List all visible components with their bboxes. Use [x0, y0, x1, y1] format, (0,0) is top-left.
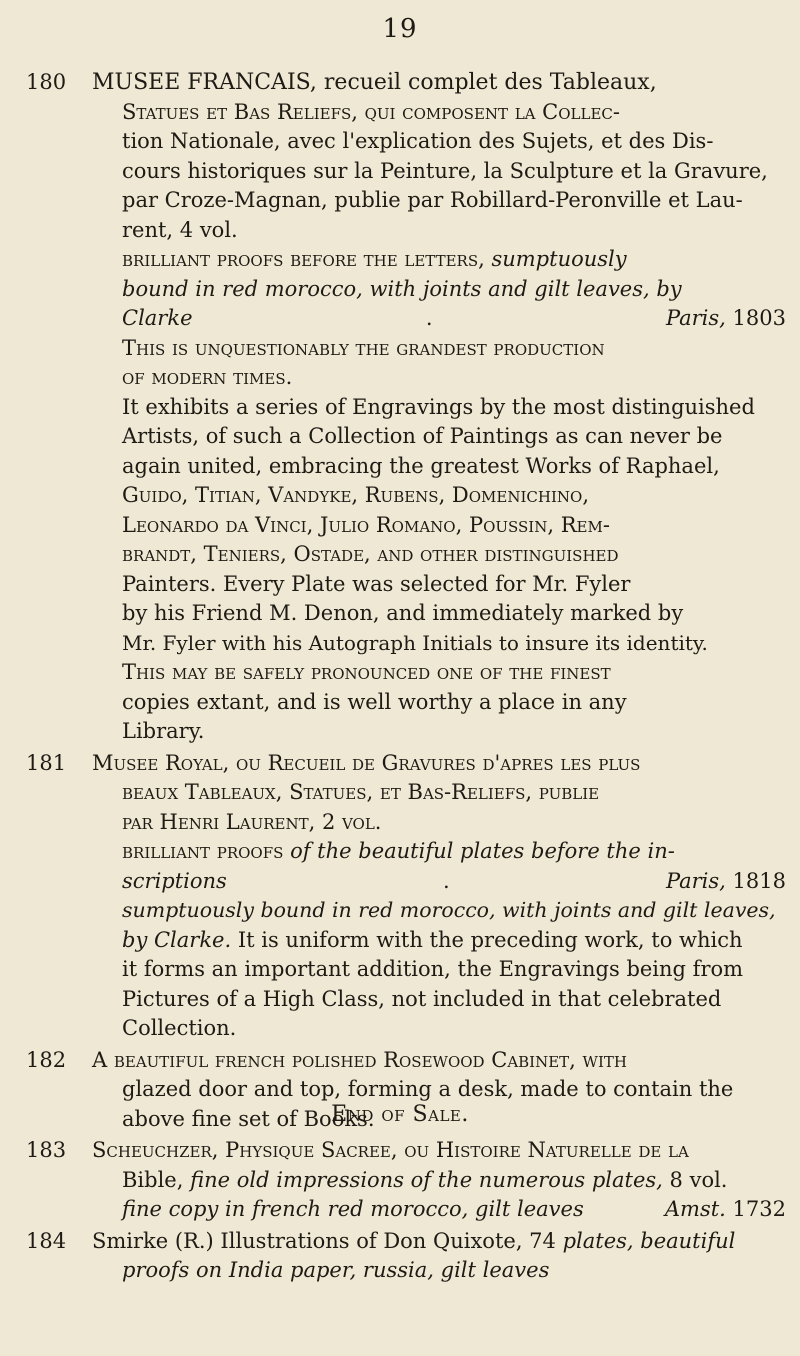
- proofs-description: scriptions: [122, 868, 227, 893]
- description-line: Pictures of a High Class, not included in that celebrated: [122, 986, 722, 1011]
- lot-number: 184: [26, 1228, 67, 1253]
- year: 1803: [732, 306, 786, 330]
- lot-text-line: par Croze-Magnan, publie par Robillard-Peronville et Lau-: [122, 188, 743, 212]
- description-line: Mr. Fyler with his Autograph Initials to insure its identity.: [122, 630, 708, 655]
- binder: Clarke: [122, 306, 193, 330]
- lot-number: 180: [26, 70, 67, 94]
- binding-text: sumptuously: [491, 247, 627, 271]
- lot-text-line: cours historiques sur la Peinture, la Sculpture et la Gravure,: [122, 158, 768, 183]
- lot-text-line: glazed door and top, forming a desk, made to contain the: [122, 1077, 734, 1101]
- proofs-label: brilliant proofs before the letters,: [122, 247, 485, 271]
- separator-dot: .: [443, 868, 450, 893]
- note-line: This is unquestionably the grandest production: [122, 335, 605, 360]
- lot-text-line: par Henri Laurent, 2 vol.: [122, 809, 382, 834]
- description-line: It exhibits a series of Engravings by the most distinguished: [122, 394, 755, 419]
- lot-title-line: Musee Royal, ou Recueil de Gravures d'apres les plus: [92, 750, 641, 775]
- lot-text-line: tion Nationale, avec l'explication des Sujets, et des Dis-: [122, 129, 714, 153]
- binding-text: fine copy in french red morocco, gilt leaves: [122, 1197, 584, 1221]
- lot-number: 181: [26, 750, 67, 775]
- description-line: Guido, Titian, Vandyke, Rubens, Domenichino,: [122, 483, 589, 507]
- imprint: [666, 304, 786, 334]
- lot-184: [26, 1227, 786, 1286]
- lot-text-line: above fine set of Books.: [122, 1106, 375, 1131]
- lot-text-line: rent, 4 vol.: [122, 217, 238, 242]
- place: Amst.: [664, 1197, 726, 1221]
- end-of-sale: End of Sale.: [331, 1102, 469, 1127]
- lot-number: 183: [26, 1138, 67, 1162]
- imprint-line: [122, 304, 786, 334]
- lot-183: [26, 1136, 786, 1225]
- year: 1818: [732, 868, 786, 893]
- imprint-line: [122, 867, 786, 897]
- imprint-line: [122, 1195, 786, 1225]
- description-line: again united, embracing the greatest Works of Raphael,: [122, 453, 720, 478]
- binding-text: sumptuously bound in red morocco, with joints and gilt leaves,: [122, 898, 776, 922]
- separator-dot: .: [425, 306, 433, 330]
- place: Paris,: [665, 868, 726, 893]
- binding-text: bound in red morocco, with joints and gilt leaves, by: [122, 276, 682, 301]
- lot-181: [26, 749, 786, 1044]
- lot-180: [26, 68, 786, 747]
- description-line: by his Friend M. Denon, and immediately marked by: [122, 601, 684, 625]
- lot-description: fine old impressions of the numerous plates,: [190, 1167, 663, 1192]
- note-line: of modern times.: [122, 365, 293, 389]
- imprint: [665, 1195, 786, 1225]
- description-line: Painters. Every Plate was selected for Mr. Fyler: [122, 571, 631, 596]
- description-line: Collection.: [122, 1016, 237, 1040]
- lot-text-line: [122, 1166, 786, 1196]
- description-text: It is uniform with the preceding work, to which: [231, 927, 743, 952]
- year: 1732: [732, 1197, 786, 1221]
- lot-title-line: Scheuchzer, Physique Sacree, ou Histoire Naturelle de la: [92, 1138, 689, 1162]
- proofs-label: brilliant proofs: [122, 839, 284, 863]
- lot-title-line: MUSEE FRANCAIS, recueil complet des Tableaux,: [92, 70, 657, 95]
- page-number: 19: [382, 14, 418, 44]
- proofs-line: [122, 837, 786, 867]
- lot-title-line: A beautiful french polished Rosewood Cabinet, with: [92, 1047, 627, 1072]
- place: Paris,: [665, 306, 726, 330]
- volume-count: 8 vol.: [669, 1167, 728, 1192]
- description-line: Leonardo da Vinci, Julio Romano, Poussin, Rem-: [122, 512, 610, 537]
- proofs-line: [122, 245, 786, 275]
- lot-number: 182: [26, 1047, 67, 1072]
- lot-title-line: [92, 1227, 786, 1257]
- lot-text-line: beaux Tableaux, Statues, et Bas-Reliefs, publie: [122, 780, 600, 804]
- lot-text-line: Statues et Bas Reliefs, qui composent la Collec-: [122, 99, 620, 124]
- description-line: Library.: [122, 719, 205, 743]
- binder: by Clarke.: [122, 927, 232, 952]
- lot-description: proofs on India paper, russia, gilt leaves: [122, 1258, 550, 1282]
- lot-description: plates, beautiful: [562, 1228, 736, 1253]
- description-line: [122, 926, 786, 956]
- proofs-description: of the beautiful plates before the in-: [290, 839, 675, 863]
- description-line: it forms an important addition, the Engravings being from: [122, 957, 744, 981]
- lot-text: Bible,: [122, 1167, 184, 1192]
- lot-title: Smirke (R.) Illustrations of Don Quixote, 74: [92, 1228, 556, 1253]
- imprint: [666, 867, 786, 897]
- description-line: brandt, Teniers, Ostade, and other distinguished: [122, 542, 619, 566]
- description-line: Artists, of such a Collection of Paintings as can never be: [122, 424, 723, 448]
- description-line: This may be safely pronounced one of the finest: [122, 660, 611, 684]
- description-line: copies extant, and is well worthy a place in any: [122, 689, 627, 714]
